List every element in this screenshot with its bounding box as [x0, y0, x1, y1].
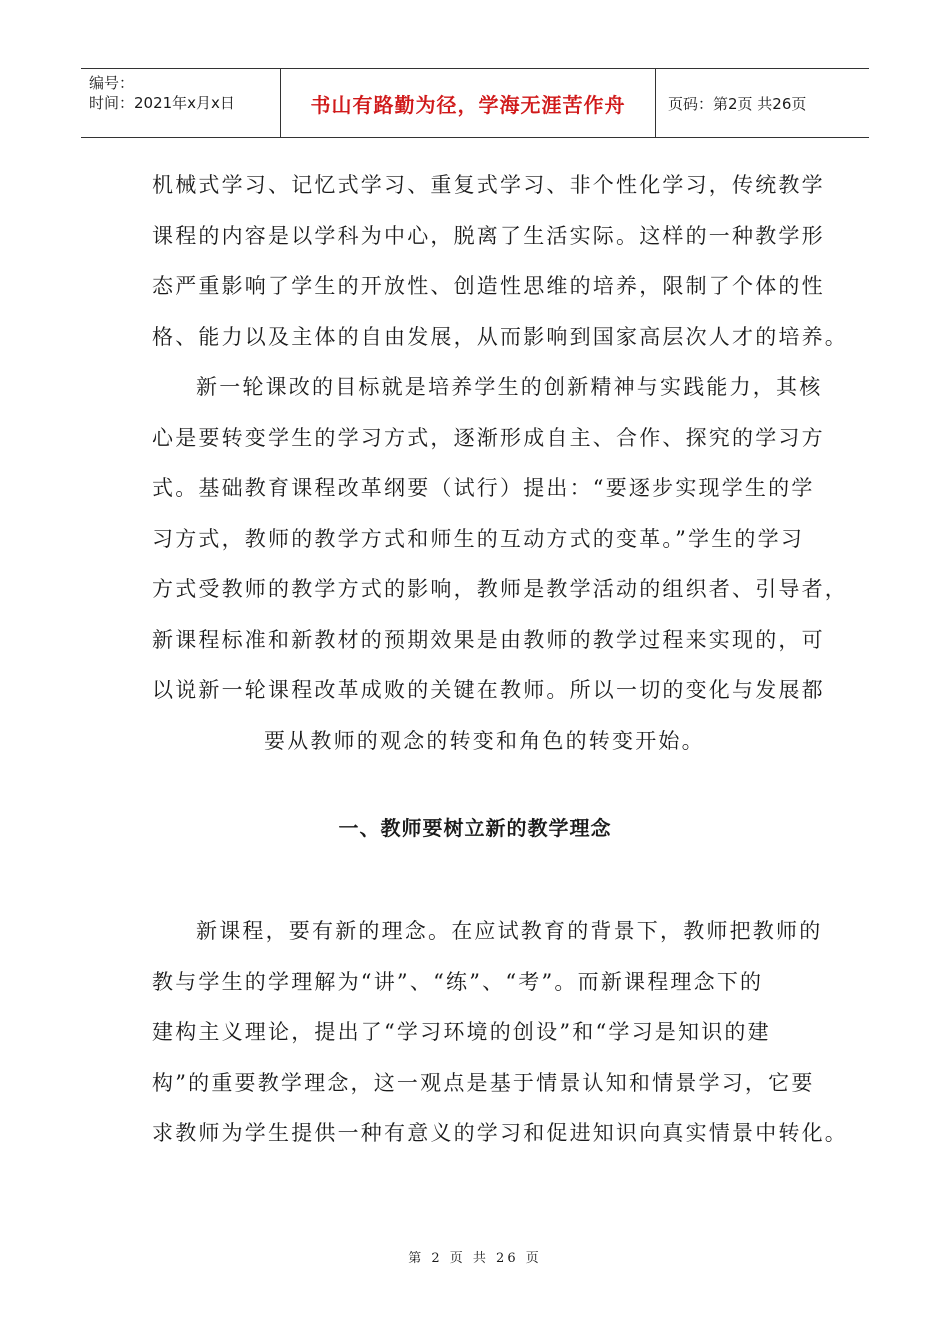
paragraph-line: 格、能力以及主体的自由发展，从而影响到国家高层次人才的培养。 — [152, 324, 848, 349]
page-footer: 第 2 页 共 26 页 — [408, 1251, 542, 1266]
body-text-top — [152, 160, 848, 766]
paragraph-line: 态严重影响了学生的开放性、创造性思维的培养，限制了个体的性 — [152, 274, 825, 298]
header-motto: 书山有路勤为径，学海无涯苦作舟 — [281, 69, 656, 137]
time-label: 时间：2021年x月x日 — [89, 94, 235, 112]
paragraph-line: 新一轮课改的目标就是培养学生的创新精神与实践能力，其核 — [196, 375, 823, 399]
paragraph-line: 构”的重要教学理念，这一观点是基于情景认知和情景学习，它要 — [152, 1070, 815, 1095]
paragraph-line: 心是要转变学生的学习方式，逐渐形成自主、合作、探究的学习方 — [152, 425, 825, 450]
document-header — [81, 68, 869, 138]
paragraph-line: 习方式，教师的教学方式和师生的互动方式的变革。”学生的学习 — [152, 526, 805, 551]
body-text-bottom — [152, 906, 848, 1159]
paragraph-line: 建构主义理论，提出了“学习环境的创设”和“学习是知识的建 — [152, 1020, 771, 1044]
paragraph-line: 式。基础教育课程改革纲要（试行）提出：“要逐步实现学生的学 — [152, 476, 815, 500]
paragraph-line: 方式受教师的教学方式的影响，教师是教学活动的组织者、引导者， — [152, 577, 848, 601]
paragraph-line: 教与学生的学理解为“讲”、“练”、“考”。而新课程理念下的 — [152, 969, 764, 994]
header-page-info: 页码：第2页 共26页 — [668, 94, 807, 113]
paragraph-line: 新课程标准和新教材的预期效果是由教师的教学过程来实现的，可 — [152, 627, 825, 652]
number-label: 编号： — [89, 74, 135, 92]
paragraph-line: 以说新一轮课程改革成败的关键在教师。所以一切的变化与发展都 — [152, 678, 825, 702]
paragraph-line: 新课程，要有新的理念。在应试教育的背景下，教师把教师的 — [196, 919, 823, 943]
paragraph-line: 要从教师的观念的转变和角色的转变开始。 — [264, 728, 705, 753]
header-meta-cell — [81, 69, 281, 137]
paragraph-line: 机械式学习、记忆式学习、重复式学习、非个性化学习，传统教学 — [152, 173, 825, 197]
paragraph-line: 求教师为学生提供一种有意义的学习和促进知识向真实情景中转化。 — [152, 1121, 848, 1145]
paragraph-line: 课程的内容是以学科为中心，脱离了生活实际。这样的一种教学形 — [152, 223, 825, 248]
section-heading: 一、教师要树立新的教学理念 — [338, 816, 612, 840]
